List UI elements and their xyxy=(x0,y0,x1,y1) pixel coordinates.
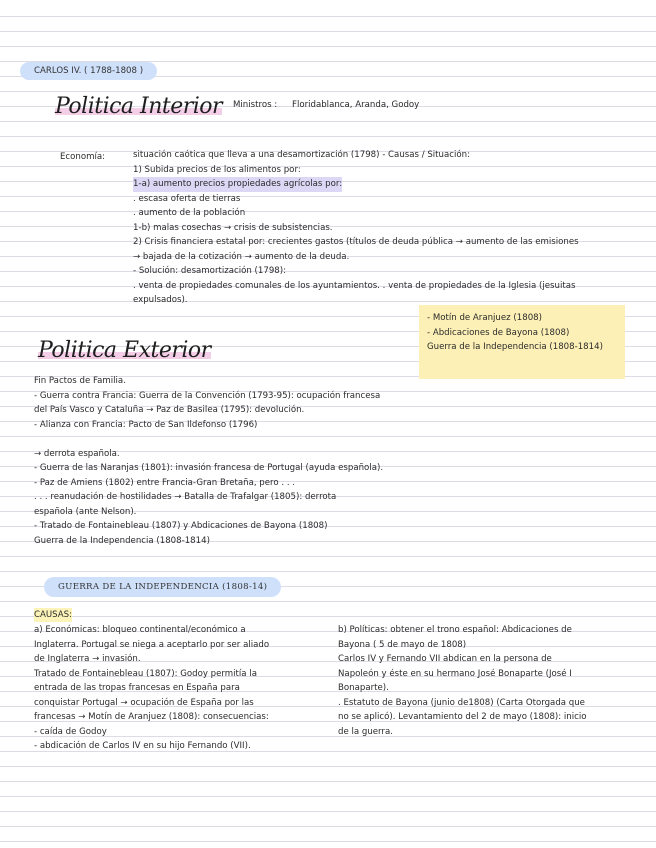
economia-text xyxy=(133,148,579,308)
exterior-line: . . . reanudación de hostilidades → Batalla de Trafalgar (1805): derrota xyxy=(34,492,337,502)
exterior-line: - Tratado de Fontainebleau (1807) y Abdicaciones de Bayona (1808) xyxy=(34,521,328,531)
exterior-text xyxy=(34,374,383,548)
causas-right-column xyxy=(338,623,586,739)
exterior-line: Fin Pactos de Familia. xyxy=(34,376,126,386)
causas-left-line: - caída de Godoy xyxy=(34,726,107,737)
causas-right-line: Carlos IV y Fernando VII abdican en la persona de xyxy=(338,654,552,664)
exterior-title: Politica Exterior xyxy=(38,338,211,363)
note-line: - Motín de Aranjuez (1808) xyxy=(427,313,542,323)
exterior-line: - Guerra contra Francia: Guerra de la Convención (1793-95): ocupación francesa xyxy=(34,390,381,401)
causas-left-line: Inglaterra. Portugal se niega a aceptarlo por ser aliado xyxy=(34,639,270,650)
header-pill xyxy=(20,62,157,80)
exterior-line: - Alianza con Francia: Pacto de San Ildefonso (1796) xyxy=(34,419,258,430)
exterior-line: - Guerra de las Naranjas (1801): invasión francesa de Portugal (ayuda española). xyxy=(34,463,384,473)
interior-title: Politica Interior xyxy=(55,94,223,119)
economia-label: Economía: xyxy=(60,152,106,162)
note-line: Guerra de la Independencia (1808-1814) xyxy=(427,342,603,352)
exterior-line: del País Vasco y Cataluña → Paz de Basilea (1795): devolución. xyxy=(34,405,305,415)
causas-left-line: entrada de las tropas francesas en España para xyxy=(34,683,240,693)
causas-right-line: Napoleón y éste en su hermano José Bonaparte (José I xyxy=(338,668,572,679)
exterior-line: Guerra de la Independencia (1808-1814) xyxy=(34,535,210,546)
causas-left-line: a) Económicas: bloqueo continental/económico a xyxy=(34,625,246,635)
economia-line: 1) Subida precios de los alimentos por: xyxy=(133,164,301,175)
causas-right-line: no se aplicó). Levantamiento del 2 de mayo (1808): inicio xyxy=(338,712,587,722)
causas-left-line: Tratado de Fontainebleau (1807): Godoy permitía la xyxy=(34,668,257,679)
causas-right-line: Bayona ( 5 de mayo de 1808) xyxy=(338,639,467,650)
causas-label: CAUSAS: xyxy=(34,610,73,620)
causas-right-line: Bonaparte). xyxy=(338,683,389,693)
causas-right-line: de la guerra. xyxy=(338,726,393,737)
guerra-section-pill xyxy=(44,577,281,597)
guerra-title: GUERRA DE LA INDEPENDENCIA (1808-14) xyxy=(58,582,268,592)
exterior-line xyxy=(34,432,383,447)
causas-right-line: b) Políticas: obtener el trono español: Abdicaciones de xyxy=(338,625,572,635)
economia-line: expulsados). xyxy=(133,295,188,305)
economia-line: . aumento de la población xyxy=(133,208,246,218)
exterior-line: → derrota española. xyxy=(34,448,120,459)
causas-left-line: conquistar Portugal → ocupación de España por las xyxy=(34,697,254,708)
sticky-note xyxy=(419,305,625,379)
economia-line: . venta de propiedades comunales de los ayuntamientos. . venta de propiedades de la Iglesia (jesuitas xyxy=(133,280,576,291)
exterior-line: española (ante Nelson). xyxy=(34,506,137,517)
economia-line: 1-a) aumento precios propiedades agrícolas por: xyxy=(133,177,342,192)
economia-line: → bajada de la cotización → aumento de la deuda. xyxy=(133,251,350,262)
ministros-value: Floridablanca, Aranda, Godoy xyxy=(292,100,420,110)
ministros-label: Ministros : xyxy=(233,100,278,110)
exterior-line: - Paz de Amiens (1802) entre Francia-Gran Bretaña, pero . . . xyxy=(34,477,296,488)
economia-line: - Solución: desamortización (1798): xyxy=(133,266,287,276)
economia-line: . escasa oferta de tierras xyxy=(133,193,241,204)
causas-left-column xyxy=(34,623,269,754)
causas-left-line: francesas → Motín de Aranjuez (1808): consecuencias: xyxy=(34,712,269,722)
economia-line: 1-b) malas cosechas → crisis de subsistencias. xyxy=(133,222,333,233)
causas-right-line: . Estatuto de Bayona (junio de1808) (Carta Otorgada que xyxy=(338,697,585,708)
causas-left-line: de Inglaterra → invasión. xyxy=(34,654,141,664)
causas-left-line: - abdicación de Carlos IV en su hijo Fernando (VII). xyxy=(34,741,251,751)
economia-line: 2) Crisis financiera estatal por: crecientes gastos (títulos de deuda pública → aumento de las emisiones xyxy=(133,237,579,247)
note-line: - Abdicaciones de Bayona (1808) xyxy=(427,327,570,338)
header-label: CARLOS IV. ( 1788-1808 ) xyxy=(34,66,144,76)
economia-line: situación caótica que lleva a una desamortización (1798) - Causas / Situación: xyxy=(133,150,470,160)
